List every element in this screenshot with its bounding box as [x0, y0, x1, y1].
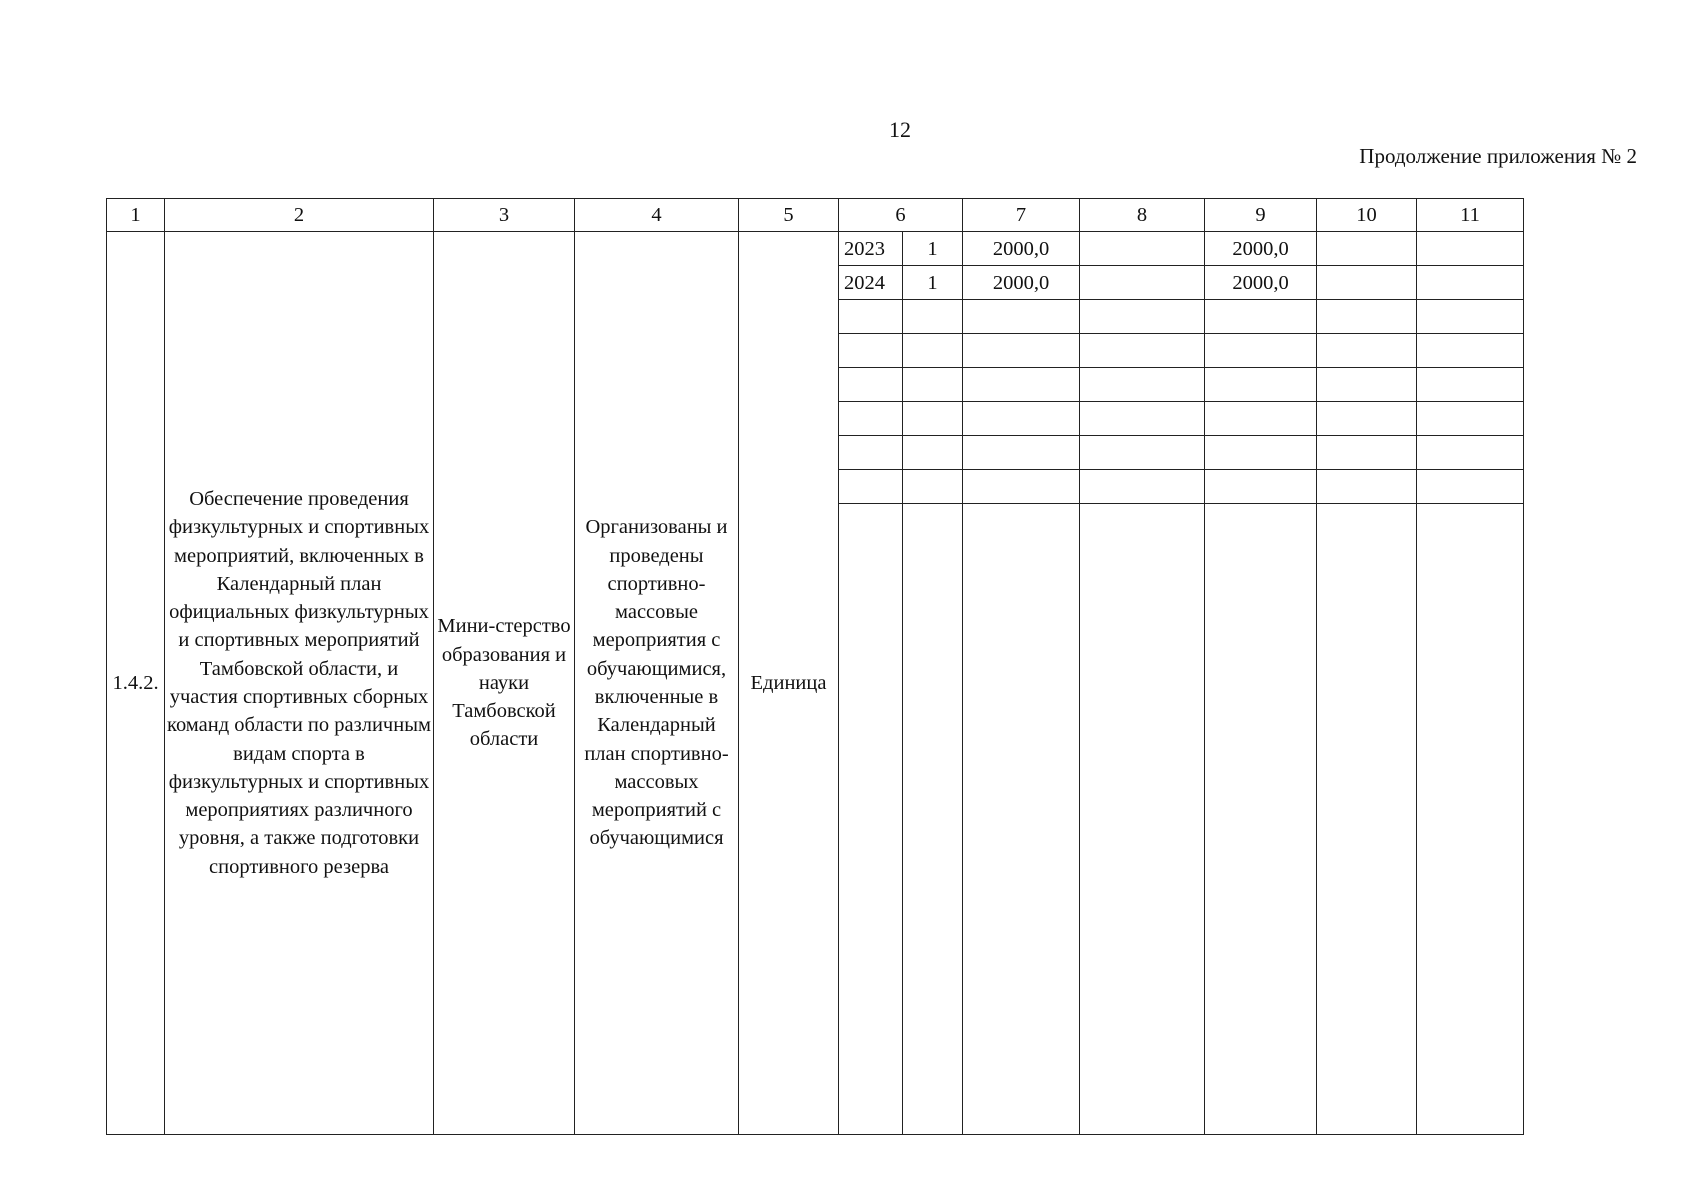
- empty-cell: [1080, 402, 1205, 436]
- empty-cell: [1417, 300, 1524, 334]
- empty-cell: [839, 334, 903, 368]
- result-cell: Организованы и проведены спортивно-массовые мероприятия с обучающимися, включенные в Календарный план спортивно-массовых мероприятий с обучающимися: [575, 232, 739, 1135]
- empty-cell: [839, 300, 903, 334]
- empty-cell: [1080, 368, 1205, 402]
- header-col-4: 4: [575, 199, 739, 232]
- header-col-11: 11: [1417, 199, 1524, 232]
- empty-cell: [1205, 436, 1317, 470]
- empty-cell: [1080, 334, 1205, 368]
- header-col-6: 6: [839, 199, 963, 232]
- empty-cell: [1205, 504, 1317, 1135]
- empty-cell: [839, 436, 903, 470]
- row-number-cell: 1.4.2.: [107, 232, 165, 1135]
- empty-cell: [1317, 504, 1417, 1135]
- empty-cell: [963, 300, 1080, 334]
- empty-cell: [1317, 402, 1417, 436]
- value-cell: 1: [903, 266, 963, 300]
- empty-cell: [1080, 504, 1205, 1135]
- header-col-1: 1: [107, 199, 165, 232]
- col9-cell: 2000,0: [1205, 266, 1317, 300]
- header-col-9: 9: [1205, 199, 1317, 232]
- empty-cell: [903, 334, 963, 368]
- unit-cell: Единица: [739, 232, 839, 1135]
- empty-cell: [903, 436, 963, 470]
- empty-cell: [1317, 368, 1417, 402]
- col10-cell: [1317, 232, 1417, 266]
- col8-cell: [1080, 266, 1205, 300]
- empty-cell: [903, 470, 963, 504]
- col11-cell: [1417, 232, 1524, 266]
- empty-cell: [1417, 402, 1524, 436]
- empty-cell: [1080, 470, 1205, 504]
- header-col-5: 5: [739, 199, 839, 232]
- page-number: 12: [889, 117, 911, 142]
- empty-cell: [963, 334, 1080, 368]
- empty-cell: [1417, 470, 1524, 504]
- empty-cell: [1317, 470, 1417, 504]
- empty-cell: [839, 504, 903, 1135]
- value-cell: 1: [903, 232, 963, 266]
- empty-cell: [963, 368, 1080, 402]
- empty-cell: [1205, 402, 1317, 436]
- empty-cell: [1080, 300, 1205, 334]
- col7-cell: 2000,0: [963, 232, 1080, 266]
- empty-cell: [903, 402, 963, 436]
- executor-cell: Мини-стерство образования и науки Тамбовской области: [434, 232, 575, 1135]
- header-col-10: 10: [1317, 199, 1417, 232]
- empty-cell: [903, 368, 963, 402]
- empty-cell: [963, 436, 1080, 470]
- empty-cell: [1317, 436, 1417, 470]
- continuation-label: Продолжение приложения № 2: [1359, 144, 1637, 168]
- empty-cell: [1205, 368, 1317, 402]
- empty-cell: [963, 470, 1080, 504]
- empty-cell: [839, 368, 903, 402]
- header-col-2: 2: [165, 199, 434, 232]
- table-row: [107, 232, 1524, 266]
- empty-cell: [839, 402, 903, 436]
- empty-cell: [1417, 436, 1524, 470]
- year-cell: 2023: [839, 232, 903, 266]
- empty-cell: [1417, 504, 1524, 1135]
- header-col-8: 8: [1080, 199, 1205, 232]
- empty-cell: [839, 470, 903, 504]
- empty-cell: [1317, 300, 1417, 334]
- col8-cell: [1080, 232, 1205, 266]
- empty-cell: [963, 504, 1080, 1135]
- col11-cell: [1417, 266, 1524, 300]
- empty-cell: [1080, 436, 1205, 470]
- empty-cell: [903, 504, 963, 1135]
- col10-cell: [1317, 266, 1417, 300]
- empty-cell: [1417, 368, 1524, 402]
- col7-cell: 2000,0: [963, 266, 1080, 300]
- empty-cell: [1205, 334, 1317, 368]
- empty-cell: [1205, 470, 1317, 504]
- appendix-table-container: [106, 198, 1524, 1135]
- header-col-7: 7: [963, 199, 1080, 232]
- empty-cell: [1417, 334, 1524, 368]
- col9-cell: 2000,0: [1205, 232, 1317, 266]
- empty-cell: [963, 402, 1080, 436]
- empty-cell: [1205, 300, 1317, 334]
- appendix-table: [106, 198, 1524, 1135]
- table-header-row: [107, 199, 1524, 232]
- event-description-cell: Обеспечение проведения физкультурных и спортивных мероприятий, включенных в Календарный план официальных физкультурных и спортивных мероприятий Тамбовской области, и участия спортивных сборных команд области по различным видам спорта в физкультурных и спортивных мероприятиях различного уровня, а также подготовки спортивного резерва: [165, 232, 434, 1135]
- empty-cell: [1317, 334, 1417, 368]
- header-col-3: 3: [434, 199, 575, 232]
- empty-cell: [903, 300, 963, 334]
- year-cell: 2024: [839, 266, 903, 300]
